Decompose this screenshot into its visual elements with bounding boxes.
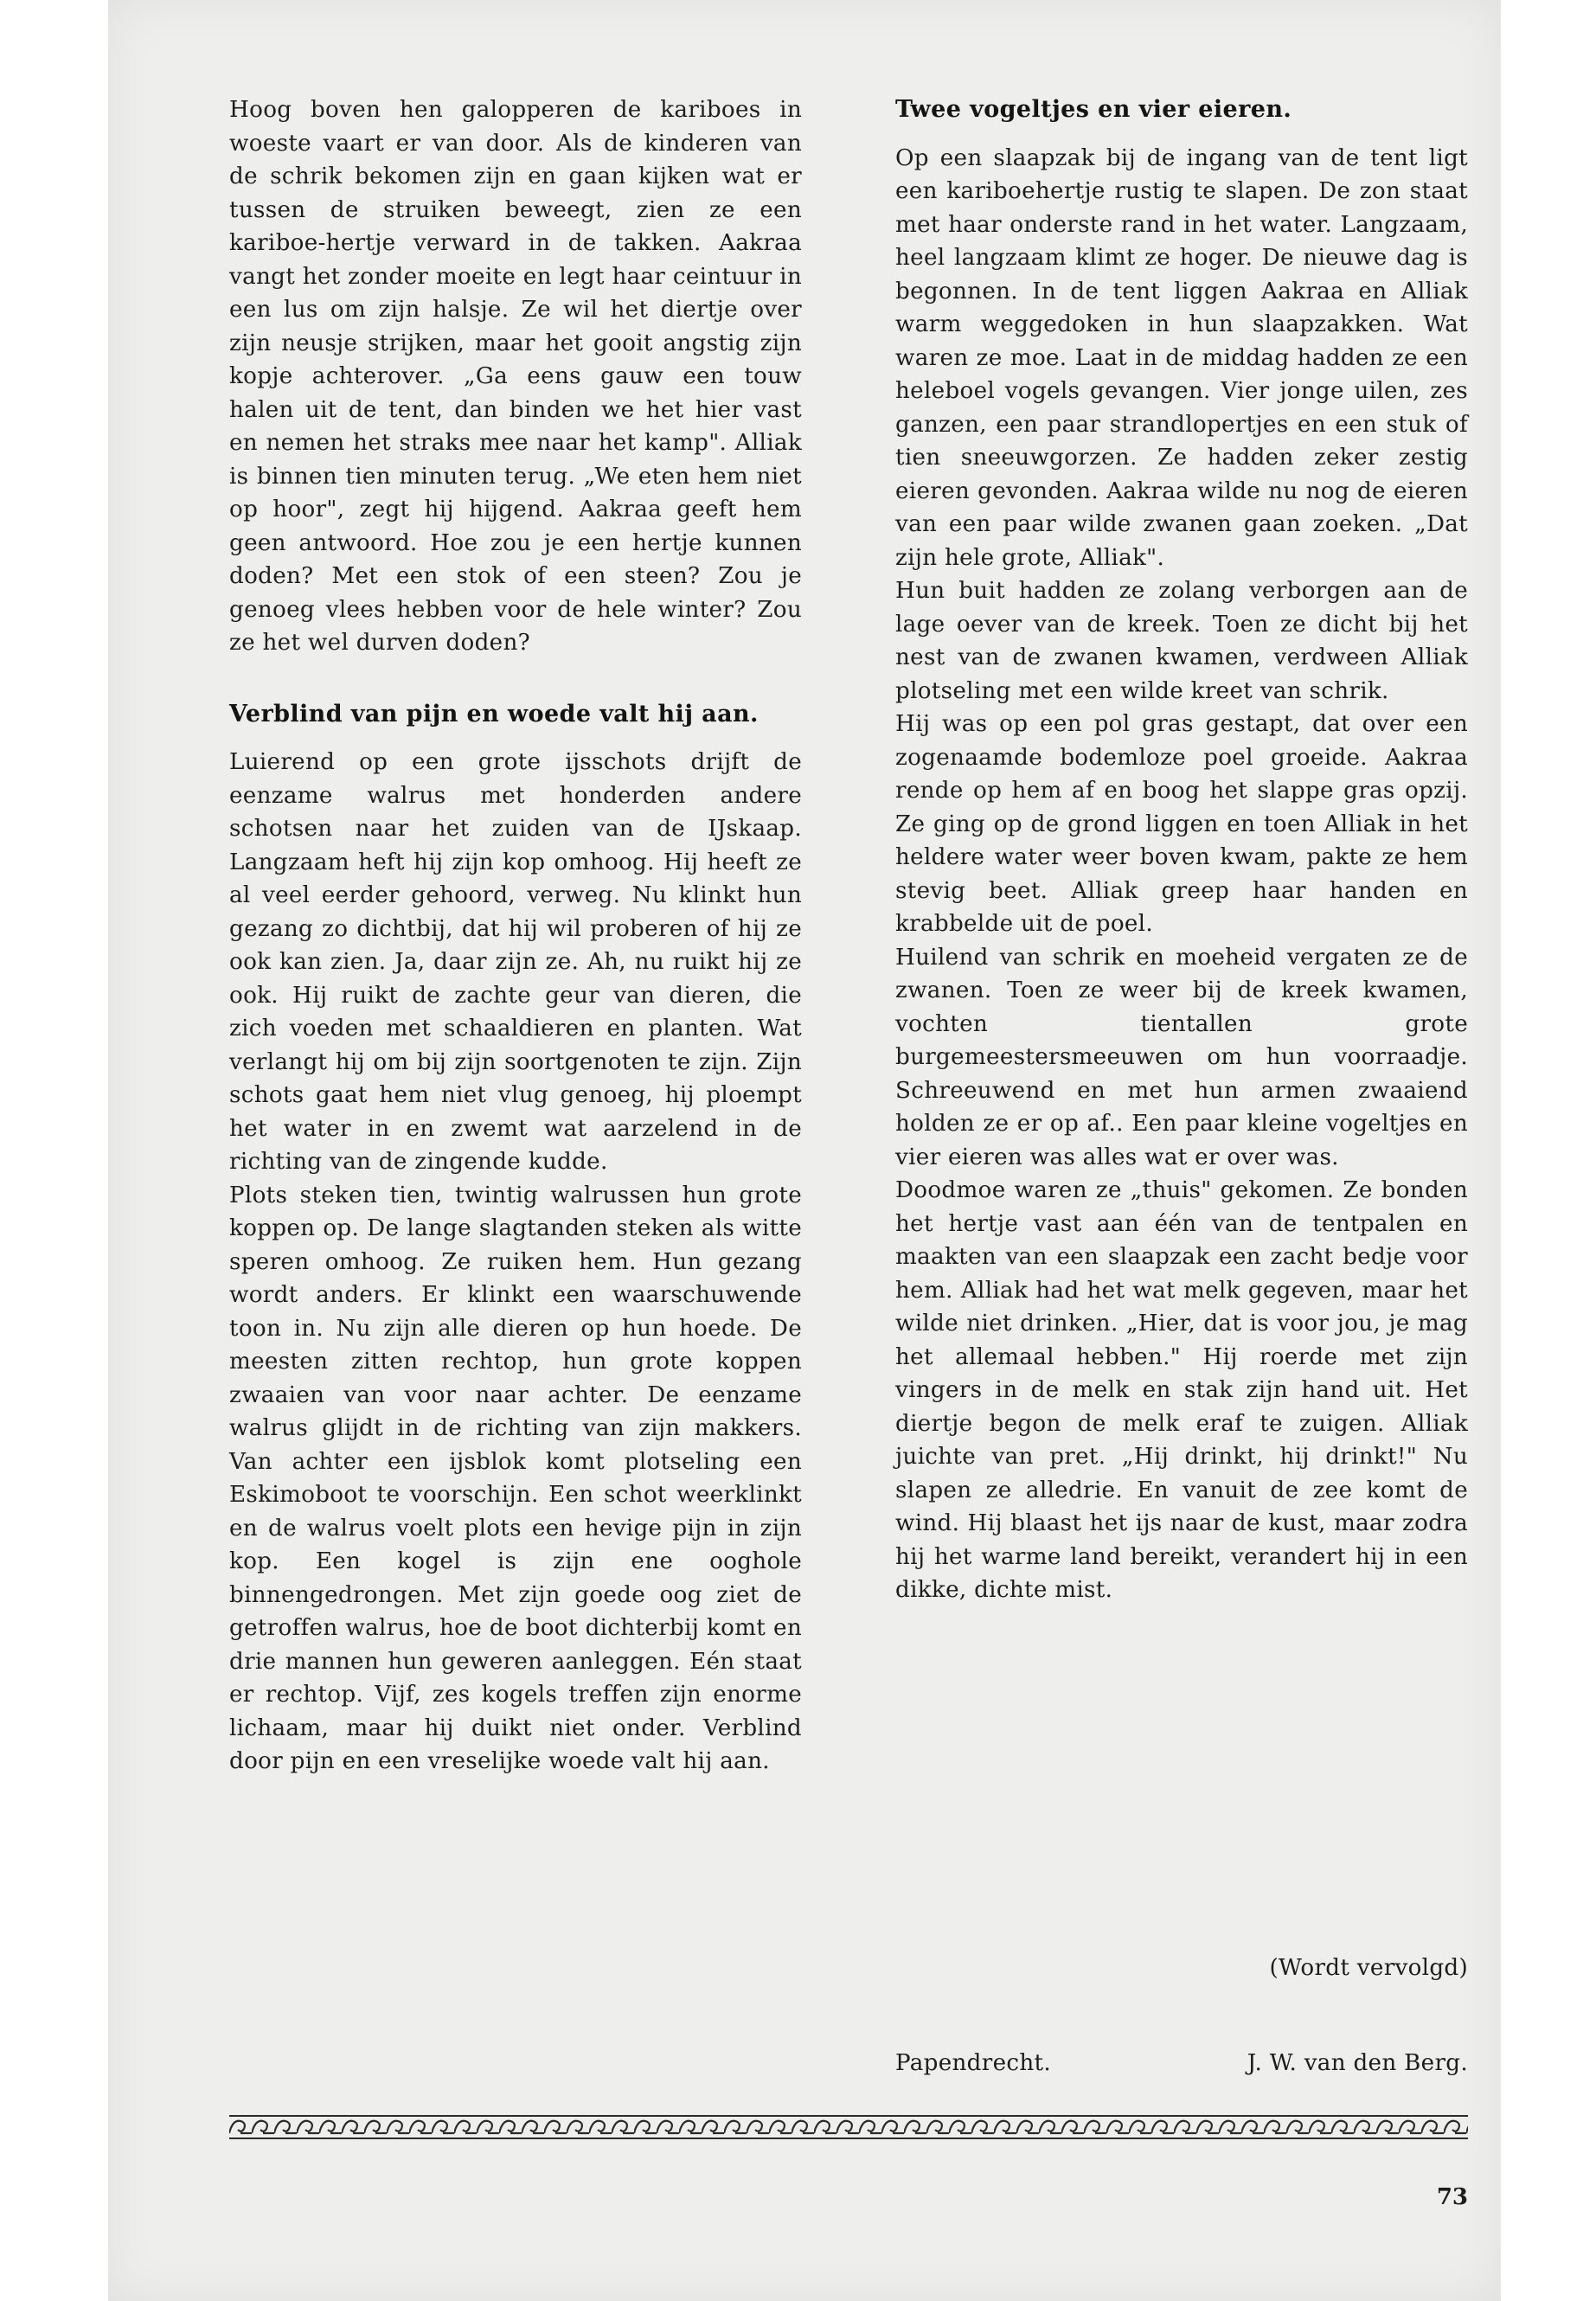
page (108, 0, 1501, 2301)
left-column (229, 93, 802, 1779)
right-column (895, 93, 1468, 1607)
right-paragraph-1: Op een slaapzak bij de ingang van de tent ligt een kariboehertje rustig te slapen. De zon staat met haar onderste rand in het water. Langzaam, heel langzaam klimt ze hoger. De nieuwe dag is begonnen. In de tent liggen Aakraa en Alliak warm weggedoken in hun slaapzakken. Wat waren ze moe. Laat in de middag hadden ze een heleboel vogels gevangen. Vier jonge uilen, zes ganzen, een paar strandlopertjes en een stuk of tien sneeuwgorzen. Ze hadden zeker zestig eieren gevonden. Aakraa wilde nu nog de eieren van een paar wilde zwanen gaan zoeken. „Dat zijn hele grote, Alliak". (895, 144, 1468, 571)
right-section-heading: Twee vogeltjes en vier eieren. (895, 96, 1292, 123)
right-paragraph-3: Hij was op een pol gras gestapt, dat over een zogenaamde bodemloze poel groeide. Aakraa rende op hem af en boog het slappe gras opzij. Ze ging op de grond liggen en toen Alliak in het heldere water weer boven kwam, pakte ze hem stevig beet. Alliak greep haar handen en krabbelde uit de poel. (895, 711, 1468, 937)
page-number: 73 (1436, 2184, 1468, 2210)
left-section-heading: Verblind van pijn en woede valt hij aan. (229, 700, 759, 727)
left-paragraph-2: Luierend op een grote ijsschots drijft de eenzame walrus met honderden andere schotsen naar het zuiden van de IJskaap. Langzaam heft hij zijn kop omhoog. Hij heeft ze al veel eerder gehoord, verweg. Nu klinkt hun gezang zo dichtbij, dat hij wil proberen of hij ze ook kan zien. Ja, daar zijn ze. Ah, nu ruikt hij ze ook. Hij ruikt de zachte geur van dieren, die zich voeden met schaaldieren en planten. Wat verlangt hij om bij zijn soortgenoten te zijn. Zijn schots gaat hem niet vlug genoeg, hij ploempt het water in en zwemt wat aarzelend in de richting van de zingende kudde. (229, 749, 802, 1175)
left-paragraph-1: Hoog boven hen galopperen de kariboes in woeste vaart er van door. Als de kinderen van de schrik bekomen zijn en gaan kijken wat er tussen de struiken beweegt, zien ze een kariboe-hertje verward in de takken. Aakraa vangt het zonder moeite en legt haar ceintuur in een lus om zijn halsje. Ze wil het diertje over zijn neusje strijken, maar het gooit angstig zijn kopje achterover. „Ga eens gauw een touw halen uit de tent, dan binden we het hier vast en nemen het straks mee naar het kamp". Alliak is binnen tien minuten terug. „We eten hem niet op hoor", zegt hij hijgend. Aakraa geeft hem geen antwoord. Hoe zou je een hertje kunnen doden? Met een stok of een steen? Zou je genoeg vlees hebben voor de hele winter? Zou ze het wel durven doden? (229, 97, 802, 656)
to-be-continued-note: (Wordt vervolgd) (1269, 1955, 1468, 1981)
left-paragraph-3: Plots steken tien, twintig walrussen hun grote koppen op. De lange slagtanden steken als witte speren omhoog. Ze ruiken hem. Hun gezang wordt anders. Er klinkt een waarschuwende toon in. Nu zijn alle dieren op hun hoede. De meesten zitten rechtop, hun grote koppen zwaaien van voor naar achter. De eenzame walrus glijdt in de richting van zijn makkers. Van achter een ijsblok komt plotseling een Eskimoboot te voorschijn. Een schot weerklinkt en de walrus voelt plots een hevige pijn in zijn kop. Een kogel is zijn ene ooghole binnengedrongen. Met zijn goede oog ziet de getroffen walrus, hoe de boot dichterbij komt en drie mannen hun geweren aanleggen. Eén staat er rechtop. Vijf, zes kogels treffen zijn enorme lichaam, maar hij duikt niet onder. Verblind door pijn en een vreselijke woede valt hij aan. (229, 1182, 802, 1774)
signature-author: J. W. van den Berg. (1247, 2050, 1468, 2076)
right-paragraph-5: Doodmoe waren ze „thuis" gekomen. Ze bonden het hertje vast aan één van de tentpalen en maakten van een slaapzak een zacht bedje voor hem. Alliak had het wat melk gegeven, maar het wilde niet drinken. „Hier, dat is voor jou, je mag het allemaal hebben." Hij roerde met zijn vingers in de melk en stak zijn hand uit. Het diertje begon de melk eraf te zuigen. Alliak juichte van pret. „Hij drinkt, hij drinkt!" Nu slapen ze alledrie. En vanuit de zee komt de wind. Hij blaast het ijs naar de kust, maar zodra hij het warme land bereikt, verandert hij in een dikke, dichte mist. (895, 1177, 1468, 1603)
right-paragraph-4: Huilend van schrik en moeheid vergaten ze de zwanen. Toen ze weer bij de kreek kwamen, vochten tientallen grote burgemeestersmeeuwen om hun voorraadje. Schreeuwend en met hun armen zwaaiend holden ze er op af.. Een paar kleine vogeltjes en vier eieren was alles wat er over was. (895, 944, 1468, 1170)
right-paragraph-2: Hun buit hadden ze zolang verborgen aan de lage oever van de kreek. Toen ze dicht bij het nest van de zwanen kwamen, verdween Alliak plotseling met een wilde kreet van schrik. (895, 578, 1468, 704)
signature-place: Papendrecht. (895, 2050, 1051, 2076)
wave-ornament-divider (229, 2112, 1468, 2142)
